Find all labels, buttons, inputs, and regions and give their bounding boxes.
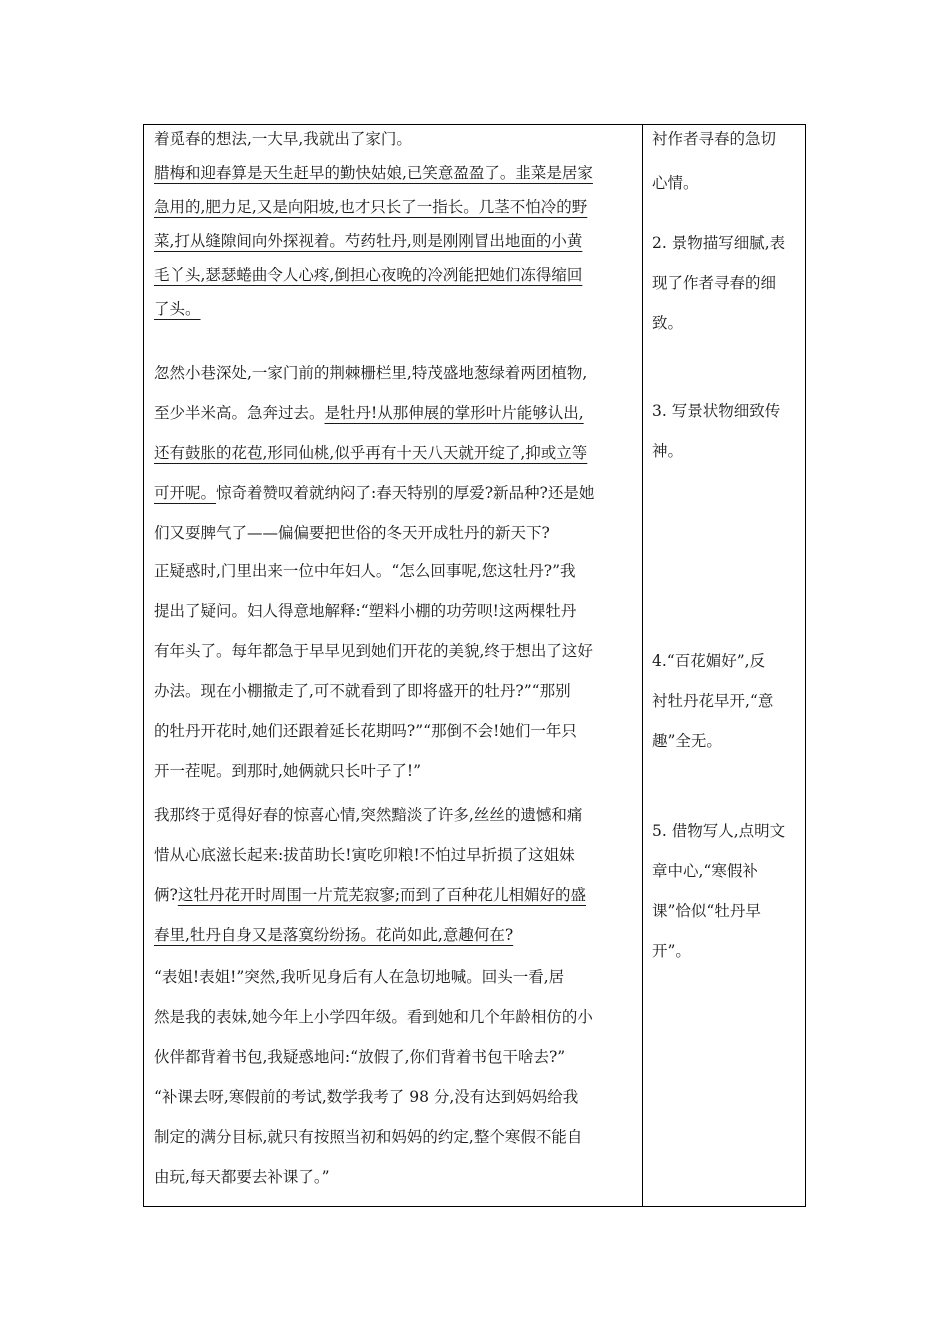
essay-line <box>154 163 593 183</box>
column-divider <box>642 125 643 1206</box>
essay-line <box>154 403 584 423</box>
essay-line <box>154 1047 565 1067</box>
essay-line <box>154 561 576 581</box>
text-segment: 我那终于觅得好春的惊喜心情,突然黯淡了许多,丝丝的遗憾和痛 <box>154 806 583 824</box>
underlined-text: 这牡丹花开时周围一片荒芜寂寥;而到了百种花儿相媚好的盛 <box>177 886 587 904</box>
text-segment: 提出了疑问。妇人得意地解释:“塑料小棚的功劳呗!这两棵牡丹 <box>154 602 577 620</box>
essay-line <box>154 1127 582 1147</box>
text-segment: 惊奇着赞叹着就纳闷了:春天特别的厚爱?新品种?还是她 <box>216 484 595 502</box>
text-segment: “表姐!表姐!”突然,我听见身后有人在急切地喊。回头一看,居 <box>154 968 565 986</box>
essay-line <box>154 483 594 503</box>
underlined-text: 菜,打从缝隙间向外探视着。芍药牡丹,则是刚刚冒出地面的小黄 <box>154 232 583 250</box>
essay-line <box>154 265 582 285</box>
underlined-text: 可开呢。 <box>154 484 217 502</box>
annotation-line: 章中心,“寒假补 <box>652 862 758 880</box>
annotation-line: 致。 <box>652 314 684 332</box>
text-segment: 然是我的表妹,她今年上小学四年级。看到她和几个年龄相仿的小 <box>154 1008 593 1026</box>
annotation-line: 衬作者寻春的急切 <box>652 130 777 148</box>
annotation-line: 趣”全无。 <box>652 732 722 750</box>
essay-line <box>154 1007 593 1027</box>
annotation-line: 现了作者寻春的细 <box>652 274 777 292</box>
underlined-text: 春里,牡丹自身又是落寞纷纷扬。花尚如此,意趣何在? <box>154 926 514 944</box>
text-segment: 有年头了。每年都急于早早见到她们开花的美貌,终于想出了这好 <box>154 642 593 660</box>
text-segment: 制定的满分目标,就只有按照当初和妈妈的约定,整个寒假不能自 <box>154 1128 583 1146</box>
text-segment: 俩? <box>154 886 178 904</box>
text-segment: 的牡丹开花时,她们还跟着延长花期吗?”“那倒不会!她们一年只 <box>154 722 577 740</box>
essay-line <box>154 885 586 905</box>
essay-line <box>154 1087 578 1107</box>
essay-line <box>154 805 582 825</box>
text-segment: 至少半米高。急奔过去。 <box>154 404 325 422</box>
essay-line <box>154 523 550 543</box>
annotation-line: 课”恰似“牡丹早 <box>652 902 761 920</box>
essay-line <box>154 845 575 865</box>
essay-line <box>154 681 571 701</box>
essay-line <box>154 1167 330 1187</box>
underlined-text: 了头。 <box>154 300 201 318</box>
text-segment: 伙伴都背着书包,我疑惑地问:“放假了,你们背着书包干啥去?” <box>154 1048 566 1066</box>
essay-line <box>154 601 576 621</box>
text-segment: 惜从心底滋长起来:拔苗助长!寅吃卯粮!不怕过早折损了这姐妹 <box>154 846 575 864</box>
essay-line <box>154 925 513 945</box>
essay-line <box>154 641 593 661</box>
annotation-line: 神。 <box>652 442 684 460</box>
underlined-text: 是牡丹!从那伸展的掌形叶片能够认出, <box>324 404 584 422</box>
annotation-line: 衬牡丹花早开,“意 <box>652 692 774 710</box>
essay-line <box>154 231 582 251</box>
text-segment: “补课去呀,寒假前的考试,数学我考了 98 分,没有达到妈妈给我 <box>154 1088 579 1106</box>
essay-line <box>154 197 587 217</box>
annotation-line: 4.“百花媚好”,反 <box>652 652 766 670</box>
text-segment: 开一茬呢。到那时,她俩就只长叶子了!” <box>154 762 422 780</box>
essay-line <box>154 761 421 781</box>
text-segment: 着觅春的想法,一大早,我就出了家门。 <box>154 130 412 148</box>
annotation-line: 3. 写景状物细致传 <box>652 402 781 420</box>
text-segment: 办法。现在小棚撤走了,可不就看到了即将盛开的牡丹?”“那别 <box>154 682 571 700</box>
annotation-line: 5. 借物写人,点明文 <box>652 822 786 840</box>
text-segment: 们又耍脾气了——偏偏要把世俗的冬天开成牡丹的新天下? <box>154 524 550 542</box>
annotation-line: 心情。 <box>652 174 699 192</box>
underlined-text: 腊梅和迎春算是天生赶早的勤快姑娘,已笑意盈盈了。韭菜是居家 <box>154 164 593 182</box>
annotation-line: 开”。 <box>652 942 691 960</box>
text-segment: 正疑惑时,门里出来一位中年妇人。“怎么回事呢,您这牡丹?”我 <box>154 562 576 580</box>
essay-line <box>154 967 564 987</box>
underlined-text: 毛丫头,瑟瑟蜷曲令人心疼,倒担心夜晚的冷冽能把她们冻得缩回 <box>154 266 583 284</box>
essay-line <box>154 721 577 741</box>
annotation-line: 2. 景物描写细腻,表 <box>652 234 786 252</box>
underlined-text: 还有鼓胀的花苞,形同仙桃,似乎再有十天八天就开绽了,抑或立等 <box>154 444 588 462</box>
essay-line <box>154 363 587 383</box>
essay-line <box>154 299 201 319</box>
essay-line <box>154 443 587 463</box>
annotation-table <box>143 124 806 1207</box>
text-segment: 由玩,每天都要去补课了。” <box>154 1168 330 1186</box>
underlined-text: 急用的,肥力足,又是向阳坡,也才只长了一指长。几茎不怕冷的野 <box>154 198 588 216</box>
essay-line <box>154 129 412 149</box>
text-segment: 忽然小巷深处,一家门前的荆棘栅栏里,特茂盛地葱绿着两团植物, <box>154 364 588 382</box>
